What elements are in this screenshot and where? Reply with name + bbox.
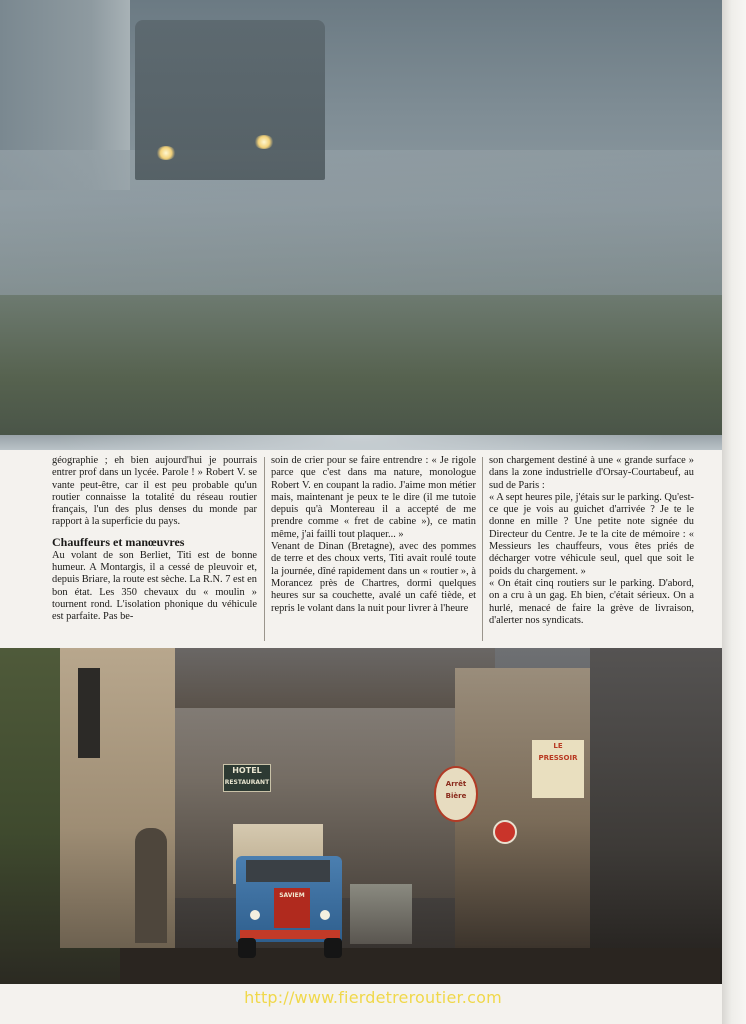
article-column-3 xyxy=(489,455,694,643)
column-divider-2 xyxy=(482,457,483,641)
truck-windshield xyxy=(246,860,330,882)
le-sign-label: LE xyxy=(553,742,563,750)
bar-sign xyxy=(434,766,478,822)
parked-vehicle xyxy=(350,884,412,944)
no-entry-sign-icon xyxy=(493,820,517,844)
truck-grille xyxy=(274,888,310,928)
truck-headlight-right xyxy=(320,910,330,920)
truck-wheel-right xyxy=(324,938,342,958)
hotel-sign-label: HOTEL xyxy=(232,766,262,775)
photo-window xyxy=(78,668,100,758)
restaurant-sign-label: RESTAURANT xyxy=(224,779,270,786)
page-edge xyxy=(722,0,746,1024)
photo-right-houses xyxy=(455,668,595,948)
headlight-right xyxy=(254,135,274,149)
column-3-paragraph-2: « A sept heures pile, j'étais sur le parking. Qu'est-ce que je vois au guichet d'arrivée ? Je te le donne en mille ? Une petite note signée du Directeur du Centre. Je te la cite de mémoire : « Messieurs les chauffeurs, vous êtes priés de décharger votre véhicule seul, quel que soit le poids du chargement. » xyxy=(489,491,694,577)
section-heading: Chauffeurs et manœuvres xyxy=(52,534,185,549)
column-2-paragraph-2: Venant de Dinan (Bretagne), avec des pommes de terre et des choux verts, Titi avait roulé toute la journée, dîné rapidement dans un « routier », à Morancez près de Chartres, dormi quelques heures sur sa couchette, avalé un café tiède, et repris le volant dans la nuit pour livrer à l'heure xyxy=(271,541,476,614)
truck-wheel-left xyxy=(238,938,256,958)
column-1-paragraph-1: géographie ; eh bien aujourd'hui je pourrais entrer prof dans un lycée. Parole ! » Robert V. se vante peut-être, car il est peu probable qu'un routier connaisse la totalité du réseau routier français, l'un des plus denses du monde par rapport à la superficie du pays. xyxy=(52,455,257,528)
photo-street xyxy=(120,948,720,984)
bar-sign-line-1: Arrêt xyxy=(445,780,467,788)
column-1-paragraph-2: Au volant de son Berliet, Titi est de bonne humeur. A Montargis, il a cessé de pleuvoir et, depuis Briare, la route est sèche. La R.N. 7 est en bon état. Les 350 chevaux du « moulin » tournent rond. L'isolation phonique du véhicule est parfaite. Pas be- xyxy=(52,549,257,623)
photo-doorway xyxy=(135,828,167,943)
photo-grass xyxy=(0,295,722,435)
column-3-paragraph-3: « On était cinq routiers sur le parking. D'abord, on a cru à un gag. Eh bien, c'était sérieux. On a hurlé, menacé de faire la grève de livraison, d'alerter nos syndicats. xyxy=(489,577,694,626)
photo-dark-buildings xyxy=(590,648,722,984)
pressoir-sign xyxy=(532,740,584,798)
truck-headlight-left xyxy=(250,910,260,920)
column-divider-1 xyxy=(264,457,265,641)
article-column-2 xyxy=(271,455,476,643)
pressoir-sign-label: PRESSOIR xyxy=(538,754,578,762)
photo-roofs xyxy=(175,648,495,708)
photo-road xyxy=(0,150,722,300)
column-2-paragraph-1: soin de crier pour se faire entrendre : « Je rigole parce que c'est dans ma nature, monologue Robert V. en coupant la radio. J'aime mon métier mais, maintenant je peux te le dire (il me tutoie depuis qu'à Montereau il a accepté de me prendre comme « fret de cabine »), ce matin même, j'ai failli tout plaquer... » xyxy=(271,455,476,540)
bar-sign-line-2: Bière xyxy=(445,792,467,800)
truck-brand-label: SAVIEM xyxy=(279,892,305,899)
column-3-paragraph-1: son chargement destiné à une « grande surface » dans la zone industrielle d'Orsay-Courtabeuf, au sud de Paris : xyxy=(489,455,694,491)
headlight-left xyxy=(156,146,176,160)
photo-village-street xyxy=(0,648,722,984)
article-body xyxy=(52,455,722,645)
site-url: http://www.fierdetreroutier.com xyxy=(244,988,502,1007)
photo-foggy-road xyxy=(0,0,722,450)
hotel-sign xyxy=(223,764,271,792)
article-column-1 xyxy=(52,455,257,643)
